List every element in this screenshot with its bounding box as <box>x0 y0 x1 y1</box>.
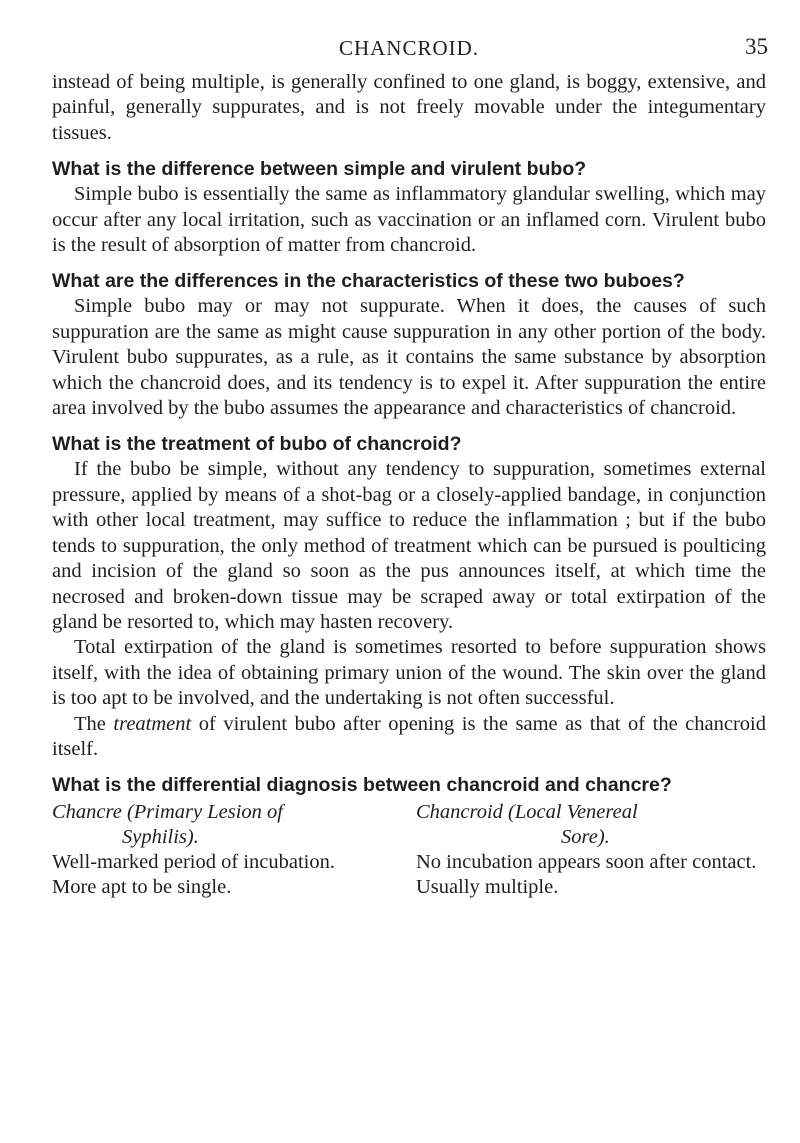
treatment-emphasis: treatment <box>113 712 192 735</box>
running-head <box>52 30 766 70</box>
running-title: CHANCROID. <box>338 36 480 60</box>
chancre-heading-line2: Syphilis). <box>122 826 199 849</box>
answer-simple-vs-virulent: Simple bubo is essentially the same as inflammatory glandular swelling, which may occur after any local irritation, such as vaccination or an inflamed corn. Virulent bubo is the result of absorption of matter from chancroid. <box>52 183 766 257</box>
answer-characteristics: Simple bubo may or may not suppurate. When it does, the causes of such suppuration are the same as might cause suppuration in any other portion of the body. Virulent bubo suppurates, as a rule, as it contains the same substance by absorption which the chancroid does, and its tendency is to expel it. After suppuration the entire area involved by the bubo assumes the appearance and characteristics of chancroid. <box>52 295 766 420</box>
treatment-prefix: The <box>74 712 114 735</box>
answer-treatment-part3 <box>52 712 766 763</box>
question-treatment: What is the treatment of bubo of chancroid? <box>52 433 462 456</box>
question-simple-vs-virulent: What is the difference between simple and virulent bubo? <box>52 158 587 181</box>
differential-diagnosis-table <box>52 800 766 900</box>
chancroid-heading-line2: Sore). <box>561 826 610 849</box>
chancre-column-heading <box>52 800 416 850</box>
chancroid-number: Usually multiple. <box>416 876 559 899</box>
treatment-rest: of virulent bubo after opening is the same as that of the chancroid itself. <box>52 712 767 760</box>
chancroid-incubation: No incubation appears soon after contact. <box>416 851 757 874</box>
page <box>52 30 766 900</box>
page-number: 35 <box>745 34 768 59</box>
question-characteristics: What are the differences in the characteristics of these two buboes? <box>52 270 685 293</box>
chancre-heading-line1: Chancre (Primary Lesion of <box>52 801 283 824</box>
chancroid-column-heading <box>416 800 766 850</box>
question-differential-diagnosis: What is the differential diagnosis between chancroid and chancre? <box>52 774 672 797</box>
answer-treatment-part2: Total extirpation of the gland is sometimes resorted to before suppuration shows itself, with the idea of obtaining primary union of the wound. The skin over the gland is too apt to be involved, and the undertaking is not often successful. <box>52 636 766 710</box>
chancre-incubation: Well-marked period of incubation. <box>52 851 335 874</box>
answer-treatment-part1: If the bubo be simple, without any tendency to suppuration, sometimes external pressure, applied by means of a shot-bag or a closely-applied bandage, in conjunction with other local treatment, may suffice to reduce the inflammation ; but if the bubo tends to suppuration, the only method of treatment which can be pursued is poulticing and incision of the gland so soon as the pus announces itself, at which time the necrosed and broken-down tissue may be scraped away or total extirpation of the gland be resorted to, which may hasten recovery. <box>52 458 766 633</box>
chancroid-heading-line1: Chancroid (Local Venereal <box>416 801 638 824</box>
continued-paragraph: instead of being multiple, is generally confined to one gland, is boggy, extensive, and painful, generally suppurates, and is not freely movable under the integumentary tissues. <box>52 71 766 144</box>
chancre-number: More apt to be single. <box>52 876 232 899</box>
